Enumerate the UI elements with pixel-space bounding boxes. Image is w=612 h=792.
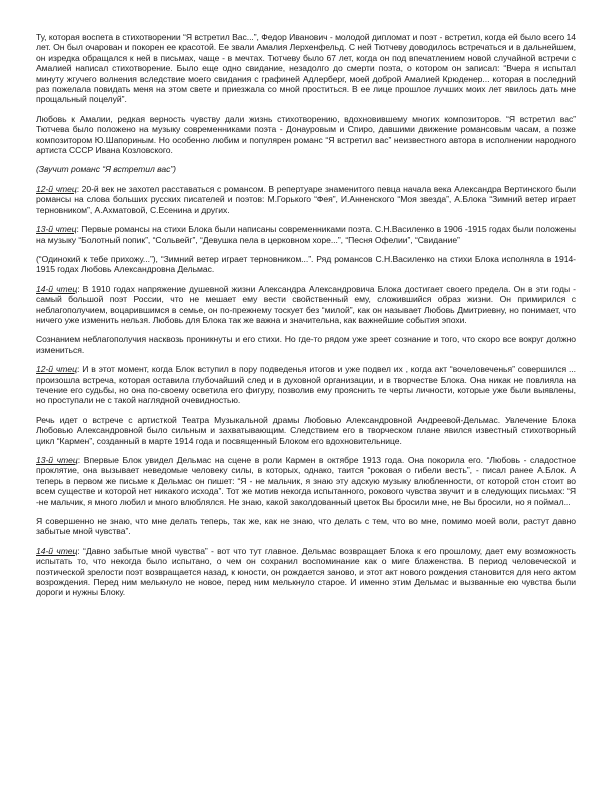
paragraph-12 [36,516,576,537]
paragraph-text: Я совершенно не знаю, что мне делать теперь, так же, как не знаю, что делать с тем, что во мне, помимо моей воли, растут давно забытые мной чувства”. [36,516,576,537]
reader-label: 14-й чтец [36,283,78,294]
reader-label: 13-й чтец [36,224,77,235]
paragraph-text: Речь идет о встрече с артисткой Театра Музыкальной драмы Любовью Александровной Андреевой-Дельмас. Увлечение Блока Любовью Александровной было сильным и захватывающим. Следствием его в творческом плане явился известный стихотворный цикл “Кармен”, созданный в марте 1914 года и посвященный Блоком его вдохновительнице. [36,414,576,446]
paragraph-2 [36,114,576,156]
paragraph-text: : “Давно забытые мной чувства” - вот что тут главное. Дельмас возвращает Блока к его прошлому, дает ему возможность испытать то, что некогда было испытано, о чем он сохранил воспоминание как о миге блаженства. В период человеческой и поэтической зрелости поэт возвращается назад, к юности, он рождается заново, и этот акт нового рождения становится для него актом возрождения. Перед ним мелькнуло не новое, перед ним мелькнуло старое. И именно этим Дельмас и вызванные ею чувства были дороги и нужны Блоку. [36,545,576,598]
paragraph-8 [36,334,576,355]
paragraph-1 [36,32,576,105]
paragraph-text: Ту, которая воспета в стихотворении “Я встретил Вас...”, Федор Иванович - молодой дипломат и поэт - встретил, когда ей было всего 14 лет. Он был очарован и покорен ее красотой. Ее звали Амалия Лерхенфельд. С ней Тютчеву доводилось встречаться и в дальнейшем, он изредка обращался к ней в письмах, чаще - в мечтах. Тютчеву было 67 лет, когда он под впечатлением новой случайной встречи с Амалией написал стихотворение. Было еще одно свидание, незадолго до смерти поэта, о котором он записал: “Вчера я испытал минуту жгучего волнения вследствие моего свидания с графиней Адлерберг, моей доброй Амалией Крюденер... которая в последний раз пожелала повидать меня на этом свете и приезжала со мной проститься. В ее лице прошлое лучших моих лет явилось дать мне прощальный поцелуй”. [36,32,576,105]
paragraph-text: : Первые романсы на стихи Блока были написаны современниками поэта. С.Н.Василенко в 1906 -1915 годах были положены на музыку “Болотный попик”, “Сольвейг”, “Девушка пела в церковном хоре...”, “Песня Офелии”, “Свидание” [36,224,576,245]
document-page [36,32,576,607]
paragraph-11 [36,455,576,507]
paragraph-6 [36,254,576,275]
paragraph-text: : В 1910 годах напряжение душевной жизни Александра Александровича Блока достигает своего предела. Он в эти годы - самый большой поэт России, что не мешает ему вести свойственный ему, сложившийся образ жизни. Он примирился с неблагополучием, воцарившимся в семье, он по-прежнему тоскует без “милой”, как он называет Любовь Дмитриевну, но понимает, что ничего уже изменить нельзя. Любовь для Блока так же важна и значительна, как важнейшие события эпохи. [36,283,576,325]
paragraph-text: (“Одинокий к тебе прихожу...”), “Зимний ветер играет терновником...”. Ряд романсов С.Н.Василенко на стихи Блока исполняла в 1914-1915 годах Любовь Александровна Дельмас. [36,253,576,275]
paragraph-4 [36,184,576,215]
stage-direction-text: (Звучит романс “Я встретил вас”) [36,164,176,175]
paragraph-text: Сознанием неблагополучия насквозь проникнуты и его стихи. Но где-то рядом уже зреет сознание и того, что скоро все вокруг должно измениться. [36,334,576,355]
reader-label: 12-й чтец [36,183,77,194]
reader-label: 13-й чтец [36,455,78,465]
paragraph-13 [36,546,576,598]
stage-direction [36,164,576,174]
paragraph-9 [36,364,576,406]
paragraph-text: : И в этот момент, когда Блок вступил в пору подведенья итогов и уже подвел их , когда акт “вочеловеченья” совершился ... произошла встреча, которая оставила глубочайший след и в духовной организации, и в творчестве Блока. Она никак не повлияла на течение его судьбы, но она по-своему осветила его фигуру, позволив ему прояснить те черты личности, которые уже были выявлены, но проступали не с такой наглядной очевидностью. [36,364,576,406]
paragraph-5 [36,224,576,245]
paragraph-7 [36,284,576,326]
reader-label: 12-й чтец [36,364,77,375]
reader-label: 14-й чтец [36,545,78,556]
paragraph-text: : 20-й век не захотел расставаться с романсом. В репертуаре знаменитого певца начала века Александра Вертинского были романсы на слова больших русских писателей и поэтов: М.Горького “Фея”, И.Анненского “Моя звезда”, А.Блока “Зимний ветер играет терновником”, А.Ахматовой, С.Есенина и других. [36,183,576,215]
paragraph-10 [36,415,576,446]
paragraph-text: Любовь к Амалии, редкая верность чувству дали жизнь стихотворению, вдохновившему многих композиторов. “Я встретил вас” Тютчева было положено на музыку современниками поэта - Донауровым и Спиро, давшими движение романсовым часам, а позже композитором Ю.Шапориным. Но особенно любим и популярен романс “Я встретил вас” неизвестного автора в исполнении народного артиста СССР Ивана Козловского. [36,113,576,156]
paragraph-text: : Впервые Блок увидел Дельмас на сцене в роли Кармен в октябре 1913 года. Она покорила его. “Любовь - сладостное проклятие, она вызывает неведомые человеку силы, в которых, однако, таится “роковая о гибели весть”, - писал ранее А.Блок. А теперь в первом же письме к Дельмас он пишет: “Я - не мальчик, я знаю эту адскую музыку влюбленности, от которой стон стоит во всем существе и которой нет никакого исхода”. Тот же мотив некогда испытанного, рокового чувства звучит и в следующих письмах: “Я -не мальчик, я много любил и много влюблялся. Не знаю, какой заколдованный цветок Вы бросили мне, не Вы бросили, но я поймал... [36,455,576,507]
